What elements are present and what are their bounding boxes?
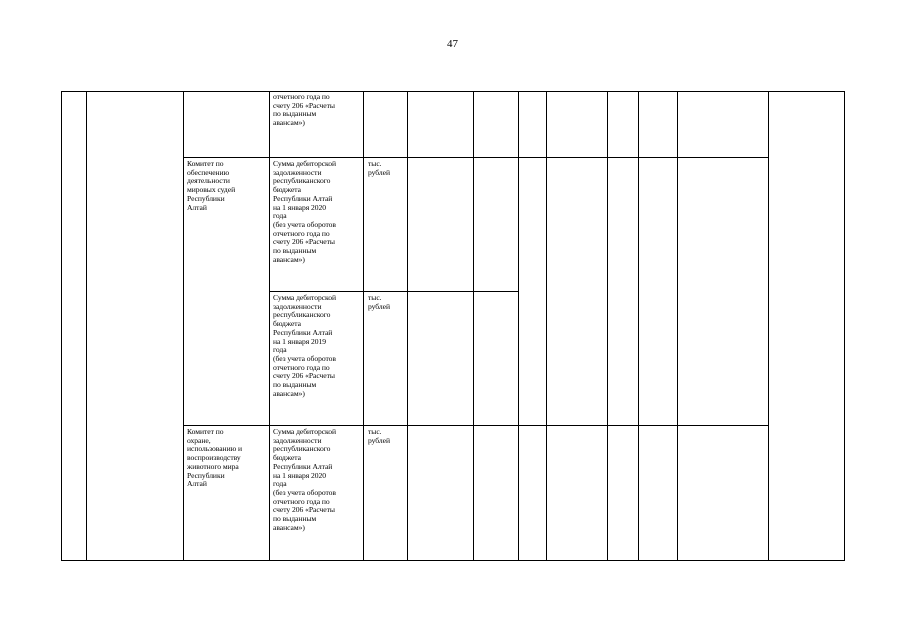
unit-cell: тыс. рублей xyxy=(368,159,390,177)
unit-cell: тыс. рублей xyxy=(368,427,390,445)
indicator-cell: Сумма дебиторской задолженности республиканского бюджета Республики Алтай на 1 января 2020 года (без учета оборотов отчетного года по счету 206 «Расчеты по выданным авансам») xyxy=(273,159,337,264)
row-separator xyxy=(183,425,769,426)
table-border-bottom xyxy=(61,560,845,561)
table-border-right xyxy=(844,91,845,561)
column-line xyxy=(407,91,408,561)
column-line xyxy=(607,91,608,561)
indicator-cell: Сумма дебиторской задолженности республиканского бюджета Республики Алтай на 1 января 2019 года (без учета оборотов отчетного года по счету 206 «Расчеты по выданным авансам») xyxy=(273,293,337,398)
row-separator xyxy=(269,291,519,292)
column-line xyxy=(677,91,678,561)
column-line xyxy=(363,91,364,561)
unit-cell: тыс. рублей xyxy=(368,293,390,311)
report-table xyxy=(61,91,845,561)
row-separator xyxy=(183,157,769,158)
table-border-left xyxy=(61,91,62,561)
indicator-cell: Сумма дебиторской задолженности республиканского бюджета Республики Алтай на 1 января 2020 года (без учета оборотов отчетного года по счету 206 «Расчеты по выданным авансам») xyxy=(273,427,337,532)
column-line xyxy=(638,91,639,561)
indicator-cell: отчетного года по счету 206 «Расчеты по выданным авансам») xyxy=(273,92,335,128)
organization-cell: Комитет по охране, использованию и воспроизводству животного мира Республики Алтай xyxy=(187,427,243,489)
table-border-top xyxy=(61,91,845,92)
organization-cell: Комитет по обеспечению деятельности мировых судей Республики Алтай xyxy=(187,159,236,212)
column-line xyxy=(473,91,474,561)
column-line xyxy=(269,91,270,561)
page-number: 47 xyxy=(447,38,458,50)
column-line xyxy=(768,91,769,561)
column-line xyxy=(518,91,519,561)
column-line xyxy=(183,91,184,561)
column-line xyxy=(86,91,87,561)
column-line xyxy=(546,91,547,561)
